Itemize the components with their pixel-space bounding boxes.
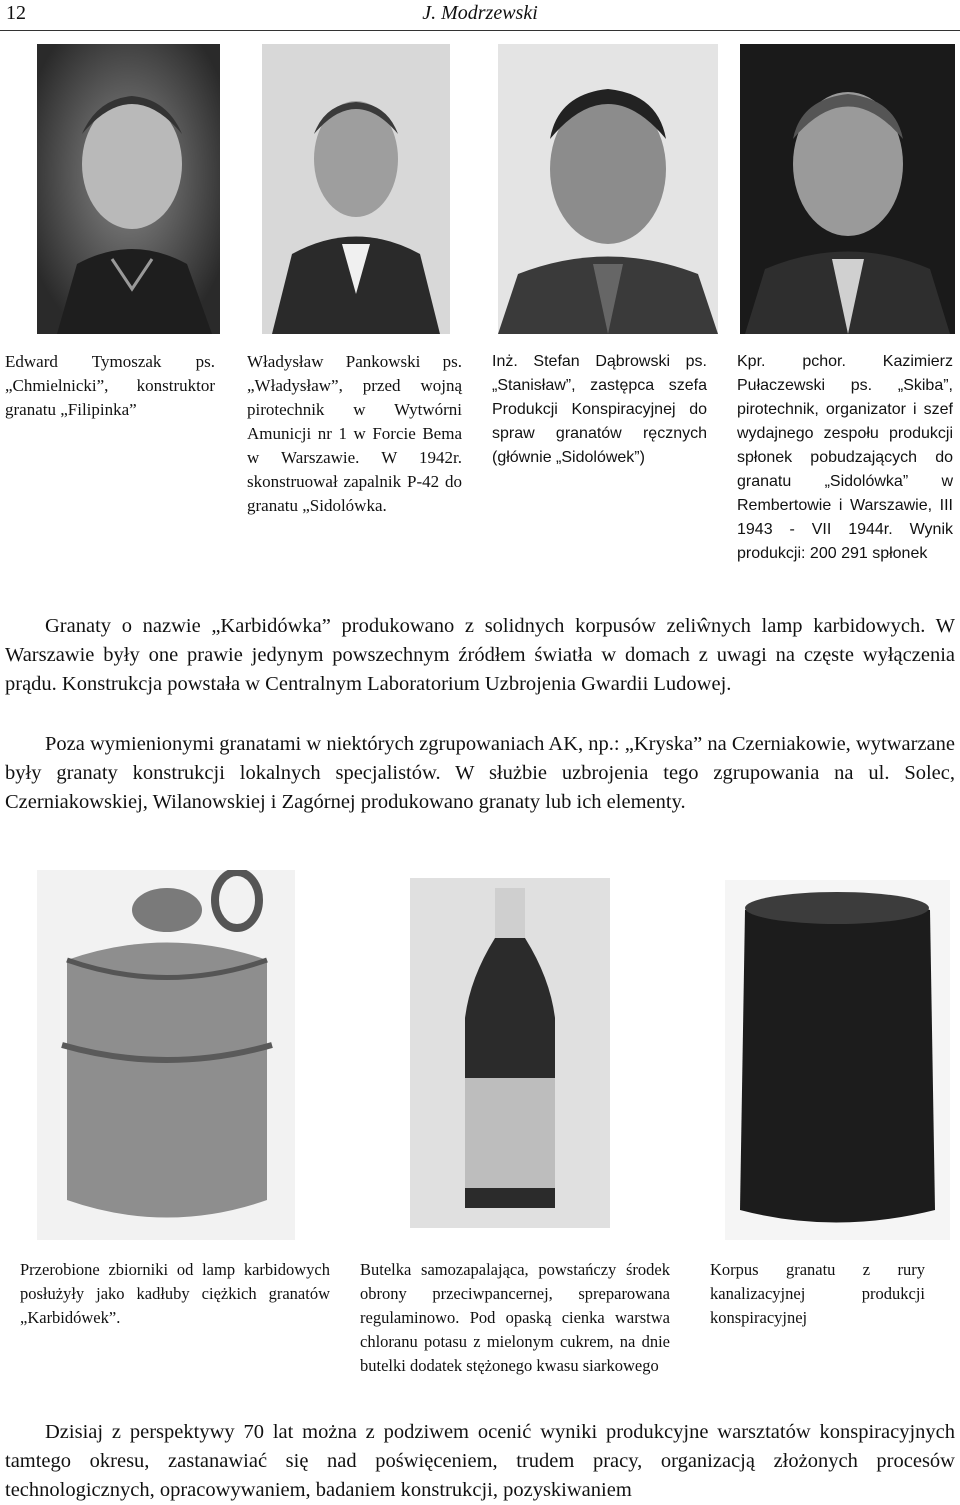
artifact-photo-carbide-lamp xyxy=(37,870,295,1240)
portrait-caption-2: Władysław Pankowski ps. „Władysław”, przed wojną pirotechnik w Wytwórni Amunicji nr 1 w Forcie Bema w Warszawie. W 1942r. skonstruował zapalnik P-42 do granatu „Sidolówka. xyxy=(247,352,462,515)
body-paragraph-1: Granaty o nazwie „Karbidówka” produkowano z solidnych korpusów zeliŵnych lamp karbidowych. W Warszawie były one prawie jedynym powszechnym źródłem światła w domach z uwagi na częste wyłączenia prądu. Konstrukcja powstała w Centralnym Laboratorium Uzbrojenia Gwardii Ludowej. xyxy=(5,615,955,695)
header-rule xyxy=(0,30,960,31)
portrait-photo-1 xyxy=(37,44,220,334)
portrait-caption-1: Edward Tymoszak ps. „Chmielnicki”, konstruktor granatu „Filipinka” xyxy=(5,352,215,419)
body-paragraph-2: Poza wymienionymi granatami w niektórych zgrupowaniach AK, np.: „Kryska” na Czerniakowie, wytwarzane były granaty konstrukcji lokalnych specjalistów. W służbie uzbrojenia tego zgrupowania na ul. Solec, Czerniakowskiej, Wilanowskiej i Zagórnej produkowano granaty lub ich elementy. xyxy=(5,733,955,813)
artifact-caption-1: Przerobione zbiorniki od lamp karbidowych posłużyły jako kadłuby ciężkich granatów „Karbidówek”. xyxy=(20,1258,330,1330)
page-number: 12 xyxy=(6,2,26,24)
portrait-caption-4: Kpr. pchor. Kazimierz Pułaczewski ps. „Skiba”, pirotechnik, organizator i szef wydajnego zespołu produkcji spłonek pobudzających do granatu „Sidolówka” w Rembertowie i Warszawie, III 1943 - VII 1944r. Wynik produkcji: 200 291 spłonek xyxy=(737,353,953,562)
portrait-photo-4 xyxy=(740,44,955,334)
artifact-photo-pipe-grenade xyxy=(725,880,950,1240)
running-head: J. Modrzewski xyxy=(422,2,538,24)
artifact-caption-3: Korpus granatu z rury kanalizacyjnej produkcji konspiracyjnej xyxy=(710,1258,925,1330)
artifact-caption-2: Butelka samozapalająca, powstańczy środek obrony przeciwpancernej, spreparowana regulaminowo. Pod opaską cienka warstwa chloranu potasu z mielonym cukrem, na dnie butelki dodatek stężonego kwasu siarkowego xyxy=(360,1258,670,1378)
portrait-photo-3 xyxy=(498,44,718,334)
artifact-photo-bottle xyxy=(410,878,610,1228)
portrait-photo-2 xyxy=(262,44,450,334)
portrait-caption-3: Inż. Stefan Dąbrowski ps. „Stanisław”, zastępca szefa Produkcji Konspiracyjnej do spraw granatów ręcznych (głównie „Sidolówek”) xyxy=(492,353,707,466)
body-paragraph-3: Dzisiaj z perspektywy 70 lat można z podziwem ocenić wyniki produkcyjne warsztatów konspiracyjnych tamtego okresu, zastanawiać się nad poświęceniem, trudem pracy, organizacją złożonych procesów technologicznych, opracowywaniem, badaniem konstrukcji, pozyskiwaniem xyxy=(5,1421,955,1501)
page-header xyxy=(0,0,960,30)
